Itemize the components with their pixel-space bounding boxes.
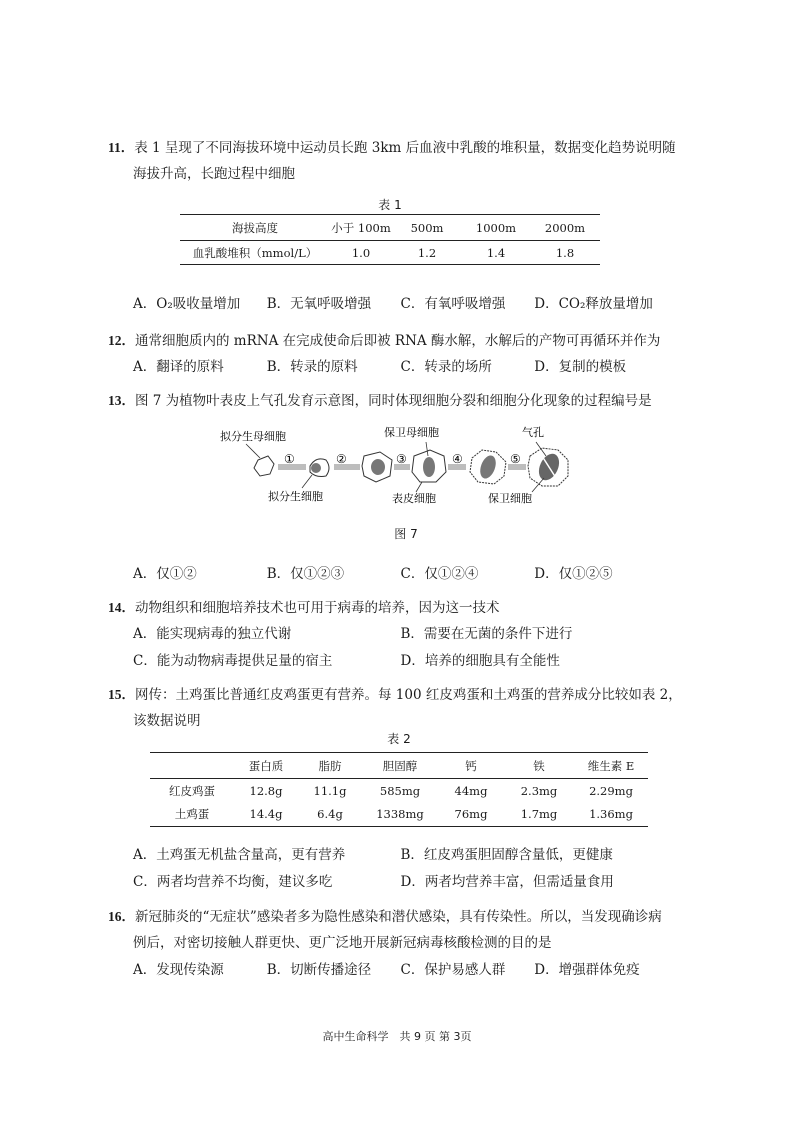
- figure-7-caption: 图 7: [394, 527, 418, 541]
- question-number: 16．: [108, 909, 135, 924]
- table-2-cell: 1.7mg: [520, 807, 558, 822]
- table-2-cell: 2.3mg: [520, 783, 558, 798]
- label-mother-cell: 拟分生母细胞: [220, 430, 286, 443]
- question-text: 动物组织和细胞培养技术也可用于病毒的培养，因为这一技术: [135, 600, 500, 616]
- question-text-continued: 该数据说明: [133, 713, 201, 729]
- table-2-cell: 6.4g: [317, 807, 343, 822]
- question-number: 12．: [108, 333, 135, 348]
- table-2-header: 胆固醇: [382, 758, 418, 773]
- question-number: 14．: [108, 600, 135, 615]
- epidermal-nucleus: [371, 459, 385, 475]
- label-guard-cell: 保卫细胞: [488, 492, 532, 505]
- table-2-header: 蛋白质: [248, 758, 284, 773]
- option-a[interactable]: A．O₂吸收量增加: [133, 296, 241, 312]
- table-1-header: 1000m: [475, 220, 517, 235]
- table-1-header: 海拔高度: [232, 220, 278, 235]
- question-11-options: [108, 291, 668, 318]
- table-2-cell: 76mg: [454, 807, 488, 822]
- option-c[interactable]: C．能为动物病毒提供足量的宿主: [133, 653, 333, 669]
- table-2-row-label: 土鸡蛋: [174, 807, 210, 822]
- table-1-header: 2000m: [544, 220, 586, 235]
- mother-cell-shape: [254, 456, 274, 476]
- option-b[interactable]: B．无氧呼吸增强: [266, 296, 372, 312]
- label-meristemoid: 拟分生细胞: [268, 490, 323, 503]
- step-5: ⑤: [510, 452, 521, 466]
- pointer-line: [302, 475, 312, 488]
- table-2-row-label: 红皮鸡蛋: [169, 783, 215, 798]
- table-1-header: 500m: [410, 220, 444, 235]
- table-2-cell: 1.36mg: [589, 807, 633, 822]
- table-2: [150, 752, 648, 827]
- table-2-cell: 1338mg: [376, 807, 424, 822]
- pointer-line: [246, 444, 260, 458]
- option-c[interactable]: C．仅①②④: [400, 566, 479, 582]
- option-d[interactable]: D．培养的细胞具有全能性: [400, 653, 560, 669]
- label-stoma: 气孔: [522, 426, 544, 439]
- question-14: [108, 594, 668, 675]
- table-1-caption: 表 1: [378, 198, 402, 212]
- option-b[interactable]: B．转录的原料: [266, 359, 358, 375]
- question-number: 15．: [108, 687, 135, 702]
- option-b[interactable]: B．切断传播途径: [266, 962, 372, 978]
- table-2-header: 维生素 E: [587, 758, 635, 773]
- table-1-cell: 1.2: [417, 245, 437, 260]
- label-guard-mother-cell: 保卫母细胞: [384, 426, 439, 439]
- option-c[interactable]: C．有氧呼吸增强: [400, 296, 506, 312]
- step-3: ③: [396, 452, 407, 466]
- option-d[interactable]: D．增强群体免疫: [534, 962, 640, 978]
- option-d[interactable]: D．两者均营养丰富，但需适量食用: [400, 874, 614, 890]
- question-15: [108, 681, 682, 735]
- question-13-options: [108, 561, 668, 588]
- table-1-header: 小于 100m: [331, 220, 391, 235]
- option-b[interactable]: B．红皮鸡蛋胆固醇含量低，更健康: [400, 847, 613, 863]
- question-12: [108, 327, 668, 381]
- table-2-caption: 表 2: [387, 732, 411, 746]
- question-text: 图 7 为植物叶表皮上气孔发育示意图，同时体现细胞分裂和细胞分化现象的过程编号是: [135, 393, 652, 409]
- option-c[interactable]: C．转录的场所: [400, 359, 492, 375]
- option-a[interactable]: A．发现传染源: [133, 962, 224, 978]
- option-d[interactable]: D．CO₂释放量增加: [534, 296, 653, 312]
- option-a[interactable]: A．仅①②: [133, 566, 197, 582]
- table-2-cell: 14.4g: [249, 807, 283, 822]
- page-footer: 高中生命科学 共 9 页 第 3页: [322, 1030, 472, 1043]
- table-2-header: 钙: [465, 758, 477, 773]
- step-2: ②: [336, 452, 347, 466]
- option-a[interactable]: A．土鸡蛋无机盐含量高，更有营养: [133, 847, 346, 863]
- table-2-cell: 12.8g: [249, 783, 283, 798]
- option-c[interactable]: C．两者均营养不均衡，建议多吃: [133, 874, 333, 890]
- question-text-continued: 海拔升高，长跑过程中细胞: [133, 166, 295, 182]
- option-b[interactable]: B．仅①②③: [266, 566, 345, 582]
- table-1-cell: 1.0: [351, 245, 371, 260]
- question-text: 表 1 呈现了不同海拔环境中运动员长跑 3km 后血液中乳酸的堆积量，数据变化趋势说明随: [134, 140, 676, 156]
- pointer-line: [416, 482, 422, 492]
- table-2-header: [150, 753, 234, 779]
- table-1: [180, 214, 600, 265]
- question-text: 新冠肺炎的“无症状”感染者多为隐性感染和潜伏感染，具有传染性。所以，当发现确诊病: [135, 909, 662, 925]
- label-epidermal-cell: 表皮细胞: [392, 492, 436, 505]
- table-2-cell: 585mg: [379, 783, 421, 798]
- option-b[interactable]: B．需要在无菌的条件下进行: [400, 626, 573, 642]
- option-d[interactable]: D．复制的模板: [534, 359, 627, 375]
- meristemoid-nucleus: [311, 463, 321, 473]
- option-c[interactable]: C．保护易感人群: [400, 962, 506, 978]
- option-d[interactable]: D．仅①②⑤: [534, 566, 613, 582]
- table-1-cell: 1.8: [555, 245, 575, 260]
- table-1-cell: 血乳酸堆积（mmol/L）: [192, 245, 318, 260]
- question-text: 通常细胞质内的 mRNA 在完成使命后即被 RNA 酶水解，水解后的产物可再循环并作为: [135, 333, 661, 349]
- table-2-cell: 2.29mg: [589, 783, 633, 798]
- question-text: 网传：土鸡蛋比普通红皮鸡蛋更有营养。每 100 红皮鸡蛋和土鸡蛋的营养成分比较如表 2，: [135, 687, 682, 703]
- figure-7-stomata-diagram: [216, 420, 596, 520]
- option-a[interactable]: A．翻译的原料: [133, 359, 224, 375]
- guard-mother-nucleus: [423, 457, 435, 477]
- table-1-cell: 1.4: [486, 245, 506, 260]
- table-2-header: 脂肪: [318, 758, 342, 773]
- question-15-options: [108, 842, 668, 896]
- question-number: 11．: [108, 140, 135, 155]
- question-16: [108, 903, 668, 984]
- table-2-header: 铁: [533, 758, 545, 773]
- step-4: ④: [452, 452, 463, 466]
- question-number: 13．: [108, 393, 135, 408]
- option-a[interactable]: A．能实现病毒的独立代谢: [133, 626, 292, 642]
- question-11: [108, 134, 676, 188]
- table-2-cell: 44mg: [454, 783, 488, 798]
- table-2-cell: 11.1g: [313, 783, 347, 798]
- step-1: ①: [284, 452, 295, 466]
- question-13: [108, 387, 668, 414]
- question-text-continued: 例后，对密切接触人群更快、更广泛地开展新冠病毒核酸检测的目的是: [133, 935, 552, 951]
